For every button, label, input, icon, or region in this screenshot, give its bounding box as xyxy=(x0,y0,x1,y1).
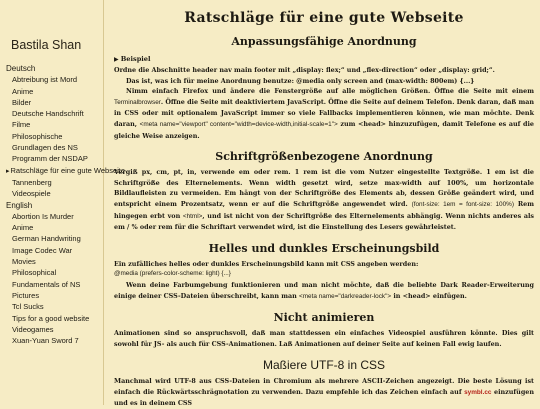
paragraph xyxy=(114,280,534,302)
sidebar-item-image-codec-war[interactable]: Image Codec War xyxy=(12,245,73,255)
sidebar-item-anime-en[interactable]: Anime xyxy=(12,223,34,233)
text: , und ist nicht von der Schriftgröße des Elternelements abhängig. Wenn nichts anderes als em / % oder rem für die Schriftart verwendet wird, ist die Einstellung des Lesers gewährleistet. xyxy=(114,211,534,232)
text: . Öffne die Seite mit deaktiviertem JavaScript. Öffne die Seite auf deinem Telefon. Denk daran, daß man in CSS oder mit optionalem JavaScript immer so viele Fallbacks implementieren können, wie man möchte. Denk daran, xyxy=(114,97,535,128)
details-summary-beispiel[interactable]: ▶ Beispiel xyxy=(114,54,534,65)
inline-term: Terminalbrowser xyxy=(114,98,161,106)
sidebar-item-videogames[interactable]: Videogames xyxy=(12,324,54,334)
symbl-link[interactable]: symbl.cc xyxy=(464,388,492,396)
paragraph: Animationen sind so anspruchsvoll, daß man stattdessen ein einfaches Videospiel ausführen könnte. Dies gilt sowohl für JS- als auch für CSS-Animationen. Laß Animationen auf deiner Seite auf keinen Fall ewig laufen. xyxy=(114,329,534,348)
inline-code: <html> xyxy=(182,212,203,220)
article xyxy=(114,0,535,408)
paragraph xyxy=(114,167,534,233)
section-heading-anordnung: Anpassungsfähige Anordnung xyxy=(231,35,417,48)
paragraph xyxy=(114,376,534,409)
sidebar-item-tannenberg[interactable]: Tannenberg xyxy=(12,177,52,187)
sidebar-item-xuan-yuan-sword[interactable]: Xuan-Yuan Sword 7 xyxy=(12,336,79,346)
text: Vergiß px, cm, pt, in, verwende em oder rem. 1 rem ist die vom Nutzer eingestellte Textgröße. 1 em ist die Schriftgröße des Elternelements. Wenn width gesetzt wird, setze max-width auf 100%, um horizontale Bildlaufleisten zu vermeiden. Em hängt von der Schriftgröße des Elements ab, dessen Größe geändert wird, und entspricht einem Prozentsatz, wenn er auf die Schriftgröße angewendet wird. xyxy=(114,168,534,208)
section-heading-nicht-animieren: Nicht animieren xyxy=(273,311,375,325)
sidebar-language-english: English xyxy=(6,200,33,210)
paragraph: Ein zufälliches helles oder dunkles Erscheinungsbild kann mit CSS angeben werden: xyxy=(114,259,419,268)
page-title: Ratschläge für eine gute Webseite xyxy=(184,10,464,26)
sidebar-item-ratschlaege-current[interactable]: ▸ Ratschläge für eine gute Webseite xyxy=(5,165,103,177)
text: Rem hingegen erbt von xyxy=(114,199,534,220)
text: Nimm einfach Firefox und ändere die Fenstergröße auf alle möglichen Größen. Öffne die Seite mit einem xyxy=(126,87,534,96)
sidebar-language-deutsch: Deutsch xyxy=(6,64,36,73)
text: in <head> einfügen. xyxy=(391,291,467,300)
sidebar-item-tips-website[interactable]: Tips for a good website xyxy=(12,313,90,323)
paragraph xyxy=(114,86,534,141)
inline-code: (font-size: 1em = font-size: 100%) xyxy=(411,200,514,208)
sidebar-item-german-handwriting[interactable]: German Handwriting xyxy=(12,234,81,244)
sidebar xyxy=(0,0,126,405)
sidebar-item-videospiele[interactable]: Videospiele xyxy=(12,189,51,199)
text: Manchmal wird UTF-8 aus CSS-Dateien in Chromium als mehrere ASCII-Zeichen angezeigt. Die beste Lösung ist einfach die Rückwärtsschrägnotation zu verwenden. Dazu empfehle ich das Zeichen einfach auf xyxy=(114,377,534,396)
site-title[interactable]: Bastila Shan xyxy=(11,38,82,52)
sidebar-item-movies[interactable]: Movies xyxy=(12,257,36,267)
code-line: @media (prefers-color-scheme: light) {...} xyxy=(114,270,231,278)
section-heading-utf8: Maßiere UTF-8 in CSS xyxy=(262,358,386,373)
text: einzufügen und es in deinem CSS xyxy=(114,387,534,408)
sidebar-item-abortion[interactable]: Abortion Is Murder xyxy=(12,211,74,221)
text: Wenn deine Farbumgebung funktionieren und man nicht möchte, daß die beliebte Dark Reader-Erweiterung einige deiner CSS-Dateien überschreibt, kann man xyxy=(114,280,534,300)
paragraph: Ordne die Abschnitte header nav main footer mit „display: flex;“ und „flex-direction“ oder „display: grid;“. xyxy=(114,66,495,74)
inline-code: <meta name="darkreader-lock"> xyxy=(299,292,392,300)
paragraph: Das ist, was ich für meine Anordnung benutze: @media only screen and (max-width: 800em) {...} xyxy=(126,76,475,85)
sidebar-item-tcl-sucks[interactable]: Tcl Sucks xyxy=(12,302,44,312)
section-heading-erscheinungsbild: Helles und dunkles Erscheinungsbild xyxy=(208,241,440,255)
sidebar-item-philosophical-fundamentals[interactable]: Philosophical Fundamentals of NS xyxy=(12,268,81,289)
sidebar-item-abtreibung[interactable]: Abtreibung ist Mord xyxy=(12,75,78,85)
sidebar-item-deutsche-handschrift[interactable]: Deutsche Handschrift xyxy=(12,109,84,119)
sidebar-item-pictures[interactable]: Pictures xyxy=(12,290,40,300)
text: zum <head> hinzuzufügen, damit Telefone es auf die gleiche Weise anzeigen. xyxy=(114,119,534,140)
sidebar-item-philosophische-grundlagen[interactable]: Philosophische Grundlagen des NS xyxy=(12,131,78,153)
sidebar-item-filme[interactable]: Filme xyxy=(12,120,31,130)
sidebar-item-bilder[interactable]: Bilder xyxy=(12,97,32,107)
inline-code: <meta name="viewport" content="width=device-width,initial-scale=1"> xyxy=(139,120,338,128)
sidebar-item-programm-nsdap[interactable]: Programm der NSDAP xyxy=(12,154,88,164)
section-heading-schriftgroesse: Schriftgrößenbezogene Anordnung xyxy=(215,150,433,164)
sidebar-item-anime-de[interactable]: Anime xyxy=(12,86,34,96)
